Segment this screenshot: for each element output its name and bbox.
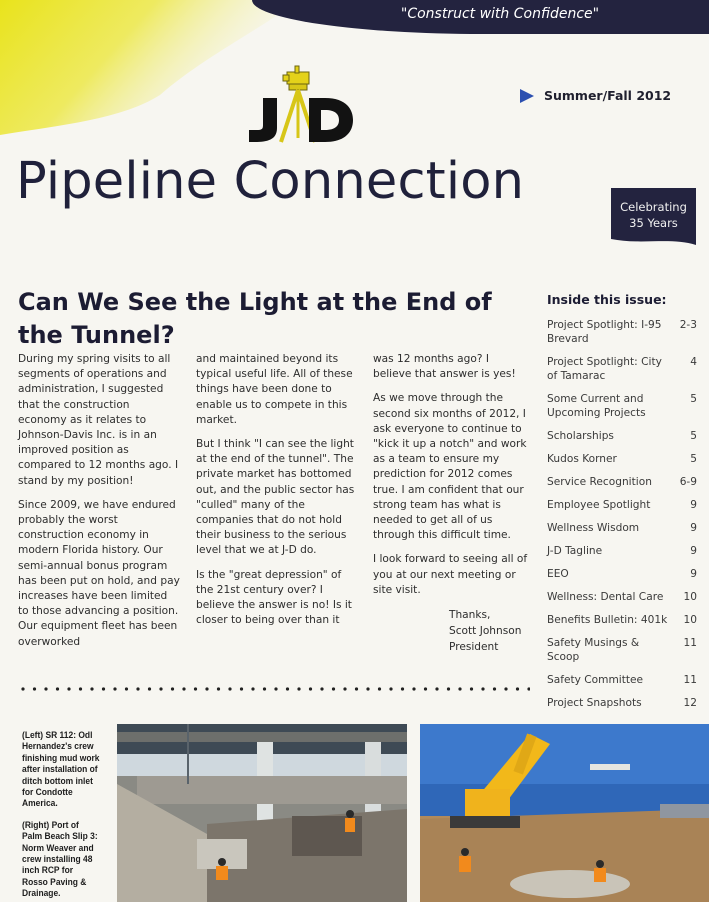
caption-right: (Right) Port of Palm Beach Slip 3: Norm Weaver and crew installing 48 inch RCP for Rosso Paving & Drainage. (22, 819, 98, 899)
toc-item-title: Project Spotlight: I-95 Brevard (547, 319, 662, 345)
toc-item-title: Service Recognition (547, 476, 652, 488)
toc-item-title: Wellness: Dental Care (547, 591, 664, 603)
toc-item (547, 429, 697, 443)
toc-item-page: 5 (690, 453, 697, 465)
signoff (373, 607, 529, 655)
toc-item-page: 5 (690, 393, 697, 405)
toc-item-title: Project Snapshots (547, 697, 642, 709)
toc-item-title: Project Spotlight: City of Tamarac (547, 356, 662, 382)
celebrating-line-2: 35 Years (629, 216, 678, 230)
toc-list (547, 318, 697, 710)
photo-port-palm-beach (420, 724, 709, 902)
article-column-2 (196, 352, 356, 637)
toc-item (547, 318, 697, 346)
photo-captions (22, 730, 101, 902)
toc-item-page: 5 (690, 430, 697, 442)
toc-item-title: Employee Spotlight (547, 499, 651, 511)
article-column-3 (373, 352, 529, 655)
toc-item-page: 9 (690, 545, 697, 557)
newsletter-title: Pipeline Connection (16, 152, 525, 211)
toc-item (547, 544, 697, 558)
photo-sr112-site (117, 724, 407, 902)
article-paragraph: Since 2009, we have endured probably the worst construction economy in modern Florida history. Our semi-annual bonus program has been put on hold, and pay increases have been limited to those advancing a position. Our equipment fleet has been overworked (18, 498, 180, 648)
tagline: "Construct with Confidence" (400, 6, 600, 22)
toc-item (547, 673, 697, 687)
article-paragraph: and maintained beyond its typical useful life. All of these things have been done to enable us to compete in this market. (196, 353, 353, 426)
article-paragraph: I look forward to seeing all of you at our next meeting or site visit. (373, 553, 528, 596)
toc-item (547, 392, 697, 420)
article-paragraph: Is the "great depression" of the 21st century over? I believe the answer is no! Is it closer to being over than it (196, 568, 352, 627)
article-paragraph: But I think "I can see the light at the end of the tunnel". The private market has bottomed out, and the public sector has "culled" many of the companies that do not hold their business to the serious level that we at J-D do. (196, 438, 355, 557)
inside-heading: Inside this issue: (547, 292, 667, 307)
article-headline: Can We See the Light at the End of the Tunnel? (18, 288, 492, 349)
signoff-role: President (449, 641, 499, 654)
toc-item (547, 590, 697, 604)
celebrating-badge (611, 188, 696, 238)
arrow-right-icon (520, 89, 534, 103)
toc-item-page: 10 (683, 591, 697, 603)
toc-item (547, 498, 697, 512)
toc-item-title: Kudos Korner (547, 453, 617, 465)
toc-item-page: 9 (690, 499, 697, 511)
toc-item-title: Safety Committee (547, 674, 644, 686)
signoff-closing: Thanks, (449, 609, 491, 622)
caption-left: (Left) SR 112: Odl Hernandez's crew finishing mud work after installation of ditch bottom inlet for Condotte America. (22, 730, 100, 809)
logo-text: JD (243, 64, 245, 65)
toc-item-page: 11 (683, 637, 697, 649)
article-paragraph: was 12 months ago? I believe that answer is yes! (373, 353, 516, 381)
toc-item-page: 9 (690, 568, 697, 580)
toc-item-page: 2-3 (679, 319, 697, 331)
celebrating-line-1: Celebrating (620, 200, 687, 214)
toc-item (547, 636, 697, 664)
toc-item (547, 521, 697, 535)
toc-item (547, 696, 697, 710)
toc-item-title: Some Current and Upcoming Projects (547, 393, 646, 419)
toc-item (547, 567, 697, 581)
badge-ribbon-edge (611, 237, 696, 245)
toc-item-title: Scholarships (547, 430, 614, 442)
toc-item (547, 452, 697, 466)
toc-item-title: Wellness Wisdom (547, 522, 640, 534)
toc-item (547, 613, 697, 627)
toc-item (547, 355, 697, 383)
article-paragraph: During my spring visits to all segments of operations and administration, I suggested that the construction economy as it relates to Johnson-Davis Inc. is in an improved position as compared to 12 months ago. I stand by my position! (18, 353, 179, 487)
issue-date (520, 88, 671, 103)
toc-item-page: 10 (683, 614, 697, 626)
toc-item-title: Benefits Bulletin: 401k (547, 614, 668, 626)
article-paragraph: As we move through the second six months of 2012, I ask everyone to continue to "kick it up a notch" and work as a team to ensure my prediction for 2012 comes true. I am confident that our strong team has what is needed to get all of us through this difficult time. (373, 392, 527, 542)
toc-item-page: 9 (690, 522, 697, 534)
toc-item-title: Safety Musings & Scoop (547, 637, 640, 663)
issue-date-label: Summer/Fall 2012 (544, 88, 672, 103)
toc-item-title: EEO (547, 568, 569, 580)
signoff-name: Scott Johnson (449, 625, 522, 638)
toc-item-title: J-D Tagline (547, 545, 603, 557)
toc-item-page: 11 (683, 674, 697, 686)
article-column-1 (18, 352, 180, 659)
toc-item (547, 475, 697, 489)
jd-logo (243, 64, 355, 144)
dotted-divider (20, 686, 530, 692)
toc-item-page: 4 (690, 356, 697, 368)
toc-item-page: 12 (683, 697, 697, 709)
toc-item-page: 6-9 (679, 476, 697, 488)
inside-this-issue (547, 292, 697, 719)
